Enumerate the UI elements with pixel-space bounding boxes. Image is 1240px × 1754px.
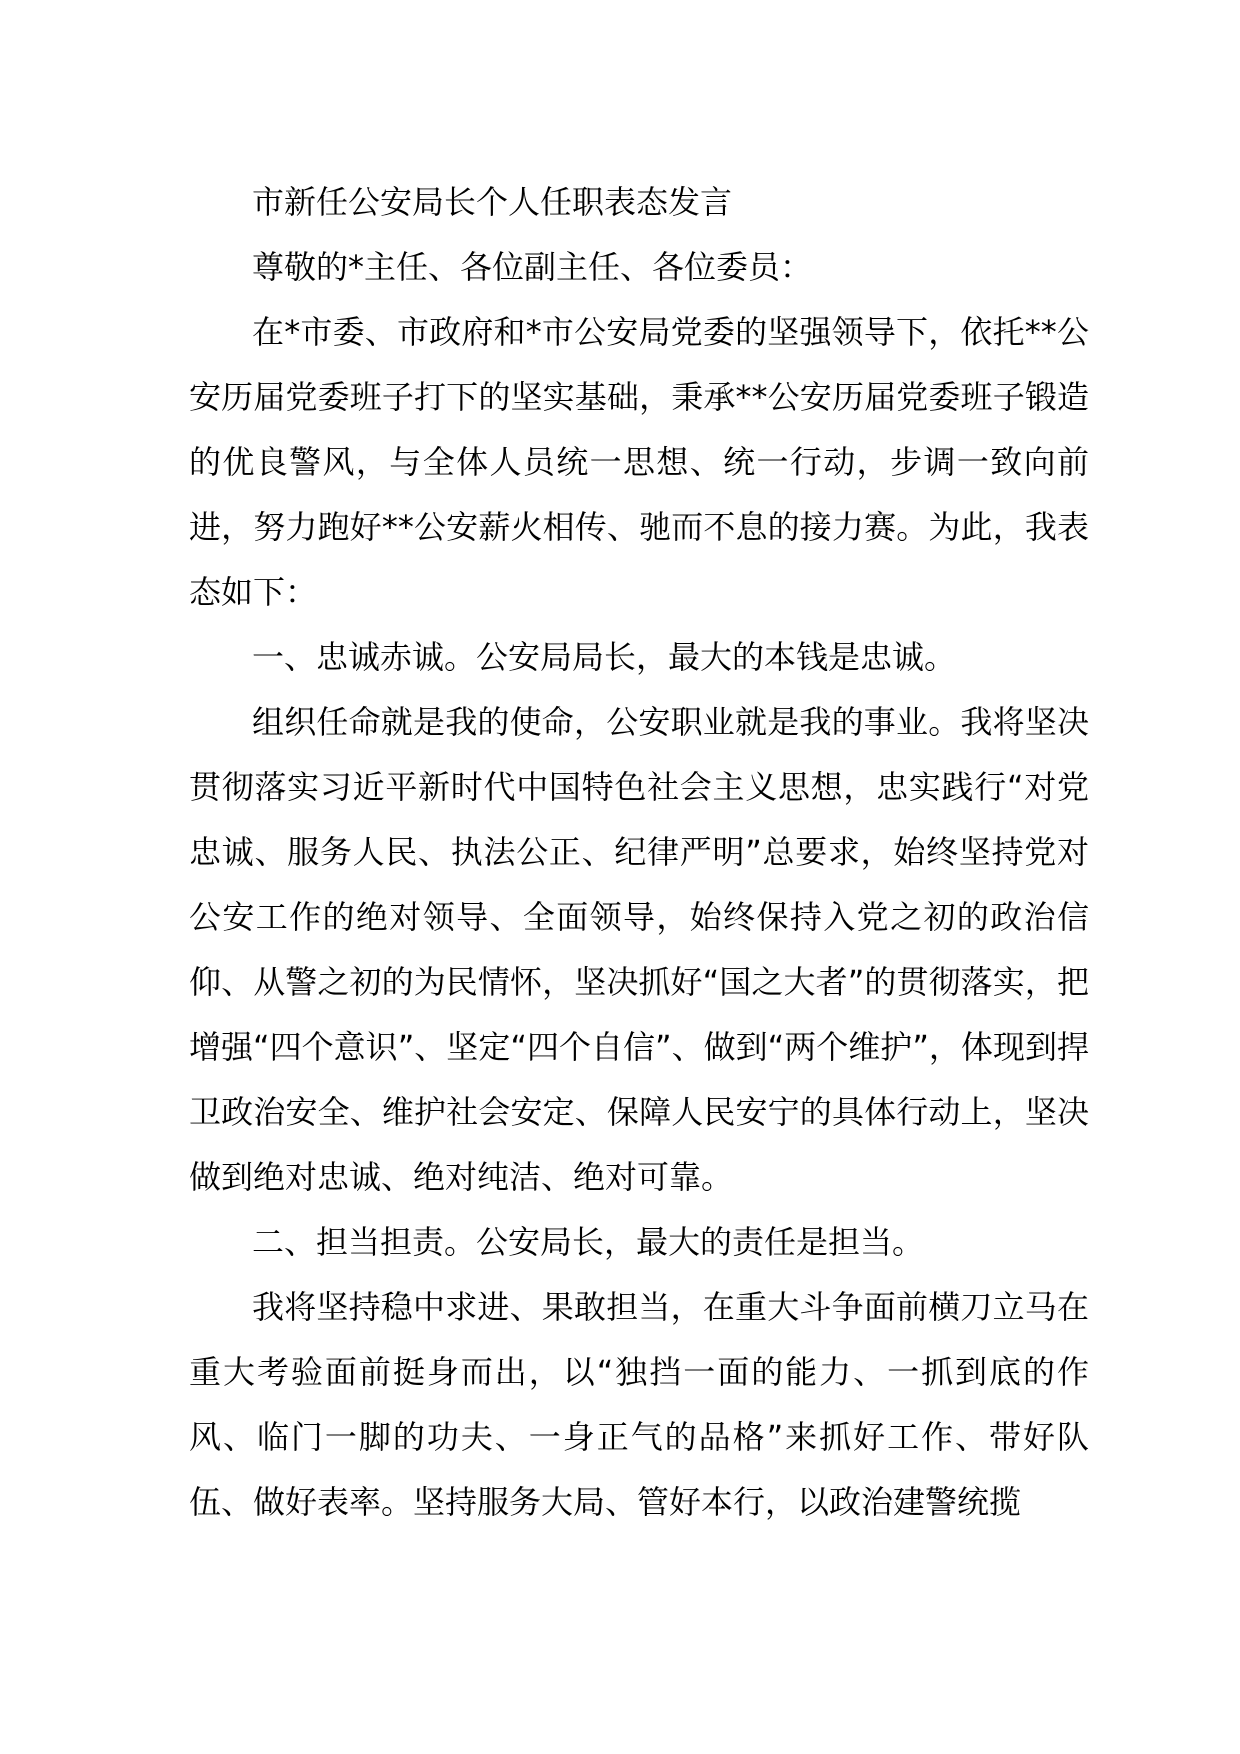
section-heading-loyalty: 一、忠诚赤诚。公安局局长，最大的本钱是忠诚。 [252, 638, 957, 676]
paragraph-loyalty: 组织任命就是我的使命，公安职业就是我的事业。我将坚决贯彻落实习近平新时代中国特色社会主义思想，忠实践行“对党忠诚、服务人民、执法公正、纪律严明”总要求，始终坚持党对公安工作的绝对领导、全面领导，始终保持入党之初的政治信仰、从警之初的为民情怀，坚决抓好“国之大者”的贯彻落实，把增强“四个意识”、坚定“四个自信”、做到“两个维护”，体现到捍卫政治安全、维护社会安定、保障人民安宁的具体行动上，坚决做到绝对忠诚、绝对纯洁、绝对可靠。 [189, 703, 1089, 1196]
document-title: 市新任公安局长个人任职表态发言 [252, 183, 733, 221]
salutation: 尊敬的*主任、各位副主任、各位委员： [252, 248, 813, 286]
paragraph-responsibility: 我将坚持稳中求进、果敢担当，在重大斗争面前横刀立马在重大考验面前挺身而出，以“独挡一面的能力、一抓到底的作风、临门一脚的功夫、一身正气的品格”来抓好工作、带好队伍、做好表率。坚持服务大局、管好本行，以政治建警统揽 [189, 1288, 1089, 1521]
paragraph-intro: 在*市委、市政府和*市公安局党委的坚强领导下，依托**公安历届党委班子打下的坚实基础，秉承**公安历届党委班子锻造的优良警风，与全体人员统一思想、统一行动，步调一致向前进，努力跑好**公安薪火相传、驰而不息的接力赛。为此，我表态如下： [189, 313, 1089, 611]
document-body [189, 170, 1089, 1535]
section-heading-responsibility: 二、担当担责。公安局长，最大的责任是担当。 [252, 1223, 925, 1261]
